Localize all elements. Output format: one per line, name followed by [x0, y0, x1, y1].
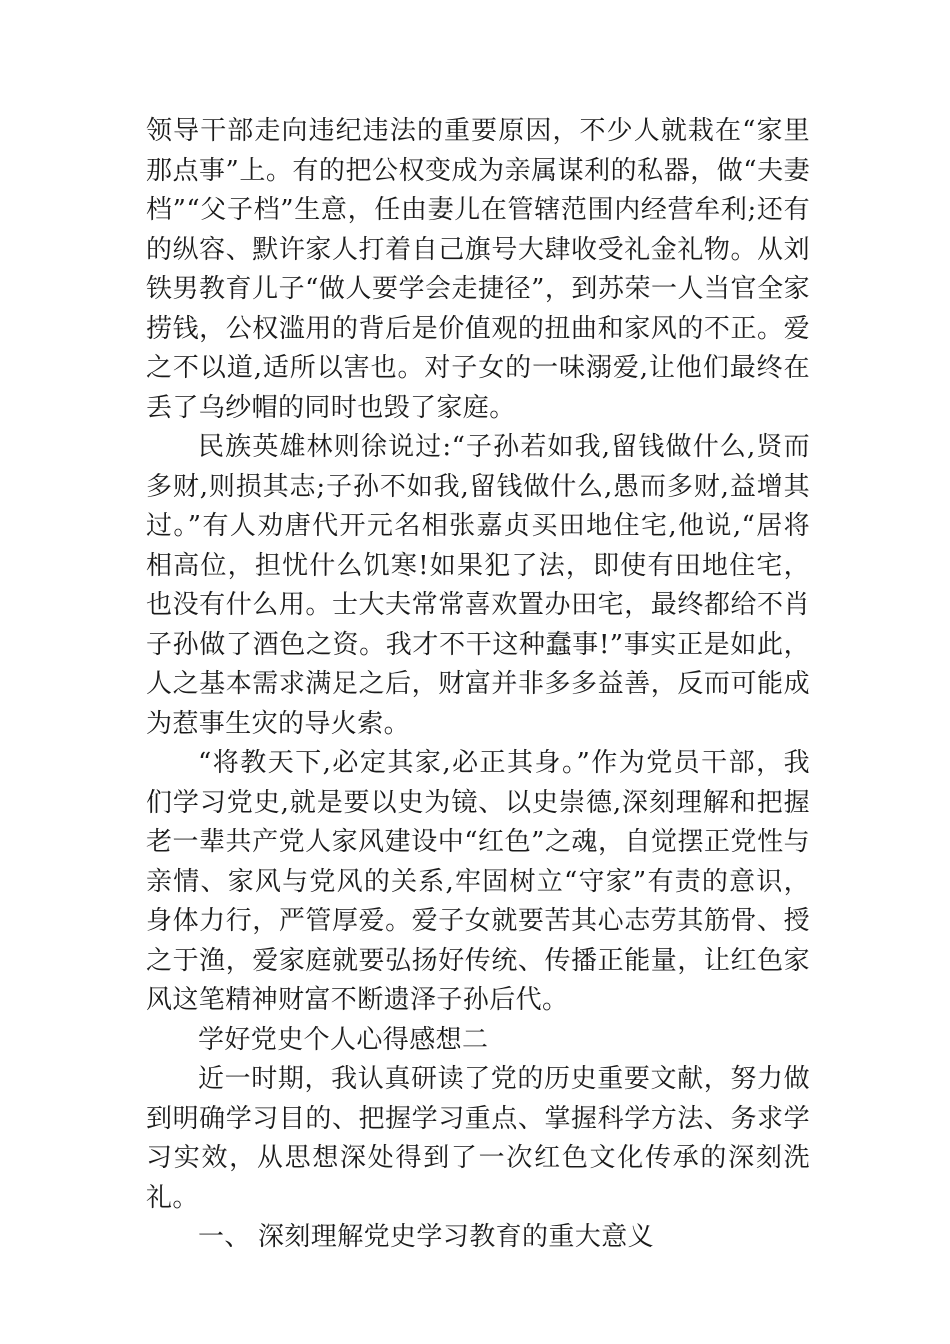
section-heading-one	[146, 1218, 810, 1258]
paragraph-intro: 近一时期，我认真研读了党的历史重要文献，努力做到明确学习目的、把握学习重点、掌握科学方法、务求学习实效，从思想深处得到了一次红色文化传承的深刻洗礼。	[146, 1064, 810, 1213]
paragraph-party-history-family: “将教天下,必定其家,必正其身。”作为党员干部，我们学习党史,就是要以史为镜、以史崇德,深刻理解和把握老一辈共产党人家风建设中“红色”之魂，自觉摆正党性与亲情、家风与党风的关系,牢固树立“守家”有责的意识，身体力行，严管厚爱。爱子女就要苦其心志劳其筋骨、授之于渔，爱家庭就要弘扬好传统、传播正能量，让红色家风这笔精神财富不断遗泽子孙后代。	[146, 748, 810, 1015]
section-title: 学好党史个人心得感想二	[198, 1024, 489, 1055]
paragraph-family-corruption: 领导干部走向违纪违法的重要原因，不少人就栽在“家里那点事”上。有的把公权变成为亲属谋利的私器，做“夫妻档”“父子档”生意，任由妻儿在管辖范围内经营牟利;还有的纵容、默许家人打着自己旗号大肆收受礼金礼物。从刘铁男教育儿子“做人要学会走捷径”，到苏荣一人当官全家捞钱，公权滥用的背后是价值观的扭曲和家风的不正。爱之不以道,适所以害也。对子女的一味溺爱,让他们最终在丢了乌纱帽的同时也毁了家庭。	[146, 116, 810, 423]
heading-text: 深刻理解党史学习教育的重大意义	[258, 1222, 655, 1252]
document-body	[146, 112, 810, 1258]
paragraph-lin-zexu-quote: 民族英雄林则徐说过:“子孙若如我,留钱做什么,贤而多财,则损其志;子孙不如我,留钱做什么,愚而多财,益增其过。”有人劝唐代开元名相张嘉贞买田地住宅,他说,“居将相高位，担忧什么饥寒!如果犯了法，即使有田地住宅，也没有什么用。士大夫常常喜欢置办田宅，最终都给不肖子孙做了酒色之资。我才不干这种蠢事!”事实正是如此，人之基本需求满足之后，财富并非多多益善，反而可能成为惹事生灾的导火索。	[146, 432, 810, 739]
heading-number: 一、	[198, 1222, 251, 1252]
